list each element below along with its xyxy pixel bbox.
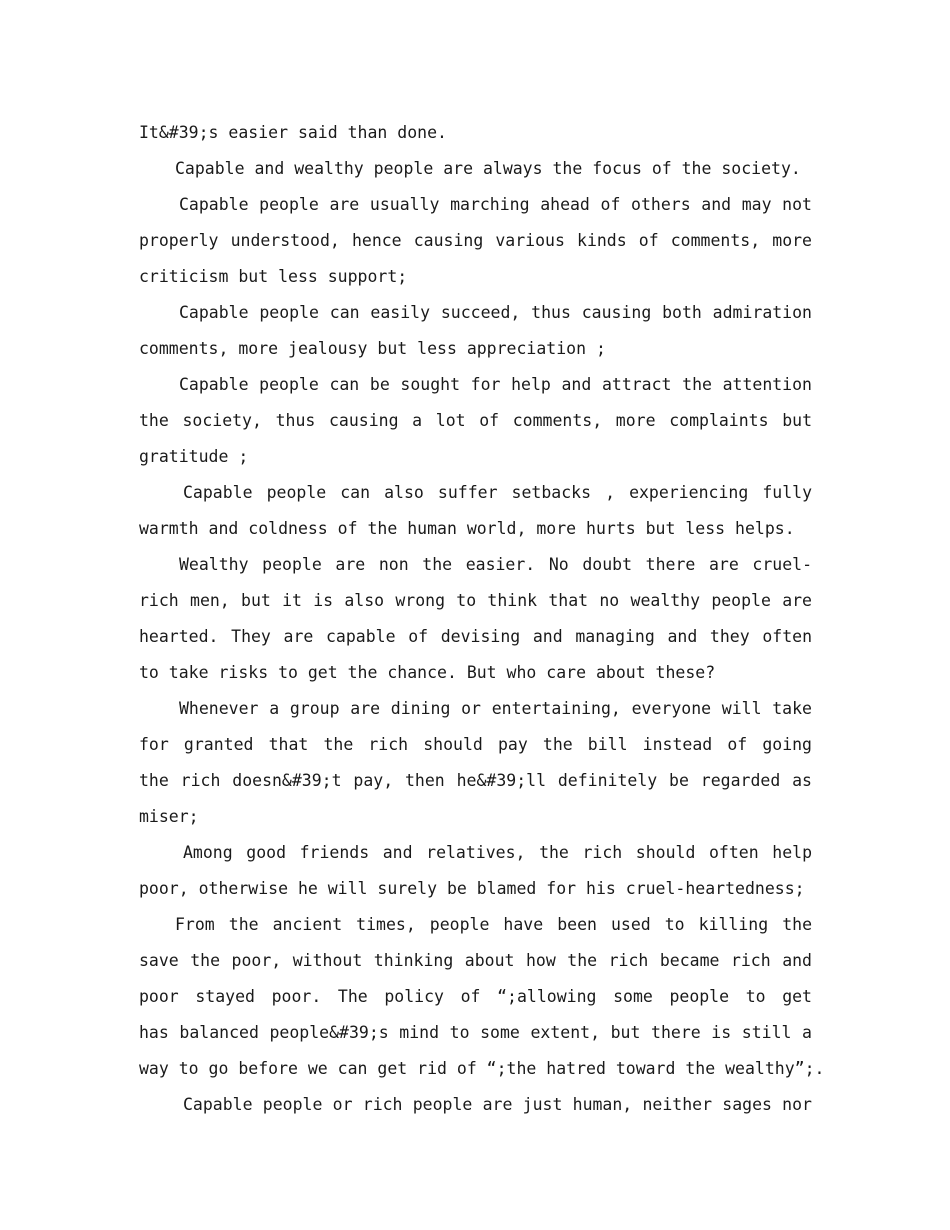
text-line: properly understood, hence causing various kinds of comments, more [139, 231, 812, 250]
paragraph [139, 907, 825, 1087]
text-line: Capable people can easily succeed, thus causing both admiration [179, 303, 812, 322]
text-line: gratitude ; [139, 447, 249, 466]
text-line: way to go before we can get rid of “;the hatred toward the wealthy”;. [139, 1059, 825, 1078]
text-line: poor, otherwise he will surely be blamed for his cruel-heartedness; [139, 879, 805, 898]
text-line: Capable people or rich people are just human, neither sages nor [183, 1095, 812, 1114]
paragraph [139, 295, 812, 367]
text-line: From the ancient times, people have been used to killing the [175, 915, 812, 934]
paragraph [139, 187, 812, 295]
text-line: rich men, but it is also wrong to think that no wealthy people are [139, 591, 812, 610]
text-line: for granted that the rich should pay the bill instead of going [139, 735, 812, 754]
text-line: warmth and coldness of the human world, more hurts but less helps. [139, 519, 795, 538]
text-line: Capable people can also suffer setbacks , experiencing fully [183, 483, 812, 502]
text-line: has balanced people&#39;s mind to some extent, but there is still a [139, 1023, 812, 1042]
text-line: Capable and wealthy people are always the focus of the society. [175, 159, 801, 178]
text-line: Capable people can be sought for help and attract the attention [179, 375, 812, 394]
paragraph [139, 547, 812, 691]
paragraph [139, 691, 812, 835]
text-line: Capable people are usually marching ahead of others and may not [179, 195, 812, 214]
paragraph [139, 115, 812, 151]
text-line: the rich doesn&#39;t pay, then he&#39;ll definitely be regarded as [139, 771, 812, 790]
paragraph [139, 1087, 812, 1123]
paragraph [139, 475, 812, 547]
text-line: criticism but less support; [139, 267, 408, 286]
text-line: It&#39;s easier said than done. [139, 123, 447, 142]
paragraph [139, 367, 812, 475]
text-line: miser; [139, 807, 199, 826]
text-line: hearted. They are capable of devising and managing and they often [139, 627, 812, 646]
text-line: Whenever a group are dining or entertaining, everyone will take [179, 699, 812, 718]
paragraph [139, 151, 812, 187]
document-page [139, 115, 825, 1123]
text-line: Wealthy people are non the easier. No doubt there are cruel- [179, 555, 812, 574]
text-line: poor stayed poor. The policy of “;allowing some people to get [139, 987, 812, 1006]
text-line: save the poor, without thinking about how the rich became rich and [139, 951, 812, 970]
text-line: comments, more jealousy but less appreciation ; [139, 339, 606, 358]
text-line: the society, thus causing a lot of comments, more complaints but [139, 411, 812, 430]
paragraph [139, 835, 812, 907]
text-line: Among good friends and relatives, the rich should often help [183, 843, 812, 862]
text-line: to take risks to get the chance. But who care about these? [139, 663, 716, 682]
